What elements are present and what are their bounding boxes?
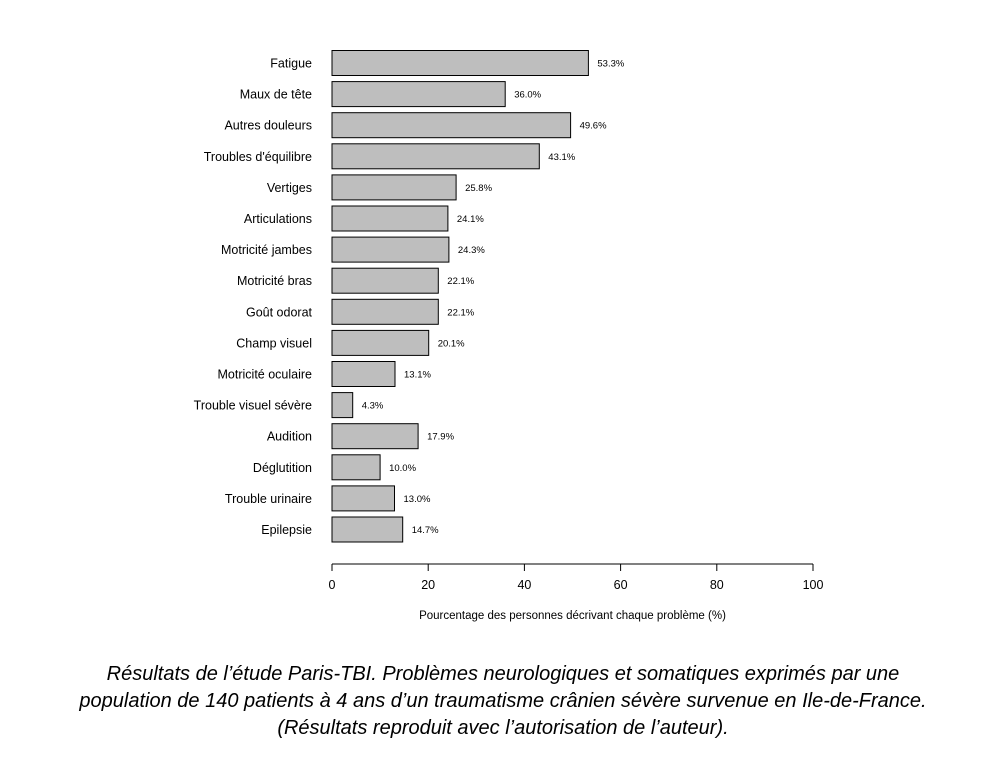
x-axis [329, 564, 824, 592]
bar [332, 113, 571, 138]
bar [332, 362, 395, 387]
x-tick-label: 40 [517, 578, 532, 592]
category-label: Goût odorat [245, 305, 312, 320]
caption-line-2: population de 140 patients à 4 ans d’un traumatisme crânien sévère survenue en Ile-de-France. [79, 690, 927, 712]
value-label: 24.1% [456, 214, 484, 225]
category-labels-layer [194, 57, 313, 538]
figure-caption [0, 661, 1006, 742]
bar [332, 206, 448, 231]
x-tick-label: 20 [421, 578, 436, 592]
value-label: 43.1% [548, 151, 576, 163]
bar [332, 299, 438, 324]
value-label: 4.3% [361, 400, 384, 412]
bar [332, 144, 539, 169]
value-label: 24.3% [457, 245, 485, 257]
bar [332, 82, 505, 107]
value-label: 53.3% [597, 58, 625, 70]
value-label: 36.0% [514, 89, 542, 101]
value-label: 10.0% [389, 462, 417, 474]
category-label: Fatigue [270, 56, 312, 71]
x-tick-label: 60 [613, 578, 628, 592]
bar [332, 237, 449, 262]
value-label: 17.9% [427, 431, 455, 443]
bar [332, 268, 438, 293]
category-label: Audition [266, 429, 312, 444]
category-label: Troubles d'équilibre [203, 149, 312, 164]
category-label: Autres douleurs [224, 118, 312, 133]
value-label: 14.7% [411, 525, 439, 536]
x-tick-label: 80 [709, 578, 724, 592]
x-tick-label: 100 [802, 578, 824, 592]
caption-line-3: (Résultats reproduit avec l’autorisation de l’auteur). [277, 717, 729, 739]
bar [332, 486, 395, 511]
category-label: Déglutition [252, 460, 312, 475]
category-label: Maux de tête [239, 87, 312, 102]
category-label: Vertiges [266, 180, 312, 195]
value-label: 22.1% [447, 307, 475, 319]
bars-layer [332, 51, 588, 543]
category-label: Champ visuel [236, 336, 312, 351]
category-label: Motricité jambes [221, 243, 312, 258]
category-label: Articulations [243, 212, 312, 226]
category-label: Motricité oculaire [217, 367, 312, 382]
category-label: Trouble visuel sévère [193, 398, 312, 413]
caption-line-1: Résultats de l’étude Paris-TBI. Problèmes neurologiques et somatiques exprimés par une [106, 663, 900, 685]
category-label: Epilepsie [261, 523, 312, 537]
value-label: 25.8% [465, 182, 493, 194]
category-label: Trouble urinaire [224, 491, 312, 506]
bar [332, 330, 429, 355]
bar [332, 455, 380, 480]
value-label: 49.6% [579, 120, 607, 132]
value-label: 13.1% [404, 369, 431, 381]
bar [332, 51, 588, 76]
bar [332, 424, 418, 449]
bar [332, 175, 456, 200]
bar [332, 517, 403, 542]
value-label: 13.0% [403, 493, 431, 505]
value-label: 20.1% [437, 338, 465, 350]
value-label: 22.1% [447, 276, 475, 288]
bar [332, 393, 353, 418]
category-label: Motricité bras [236, 274, 312, 289]
x-tick-label: 0 [328, 578, 336, 592]
x-axis-title: Pourcentage des personnes décrivant chaque problème (%) [419, 610, 726, 622]
